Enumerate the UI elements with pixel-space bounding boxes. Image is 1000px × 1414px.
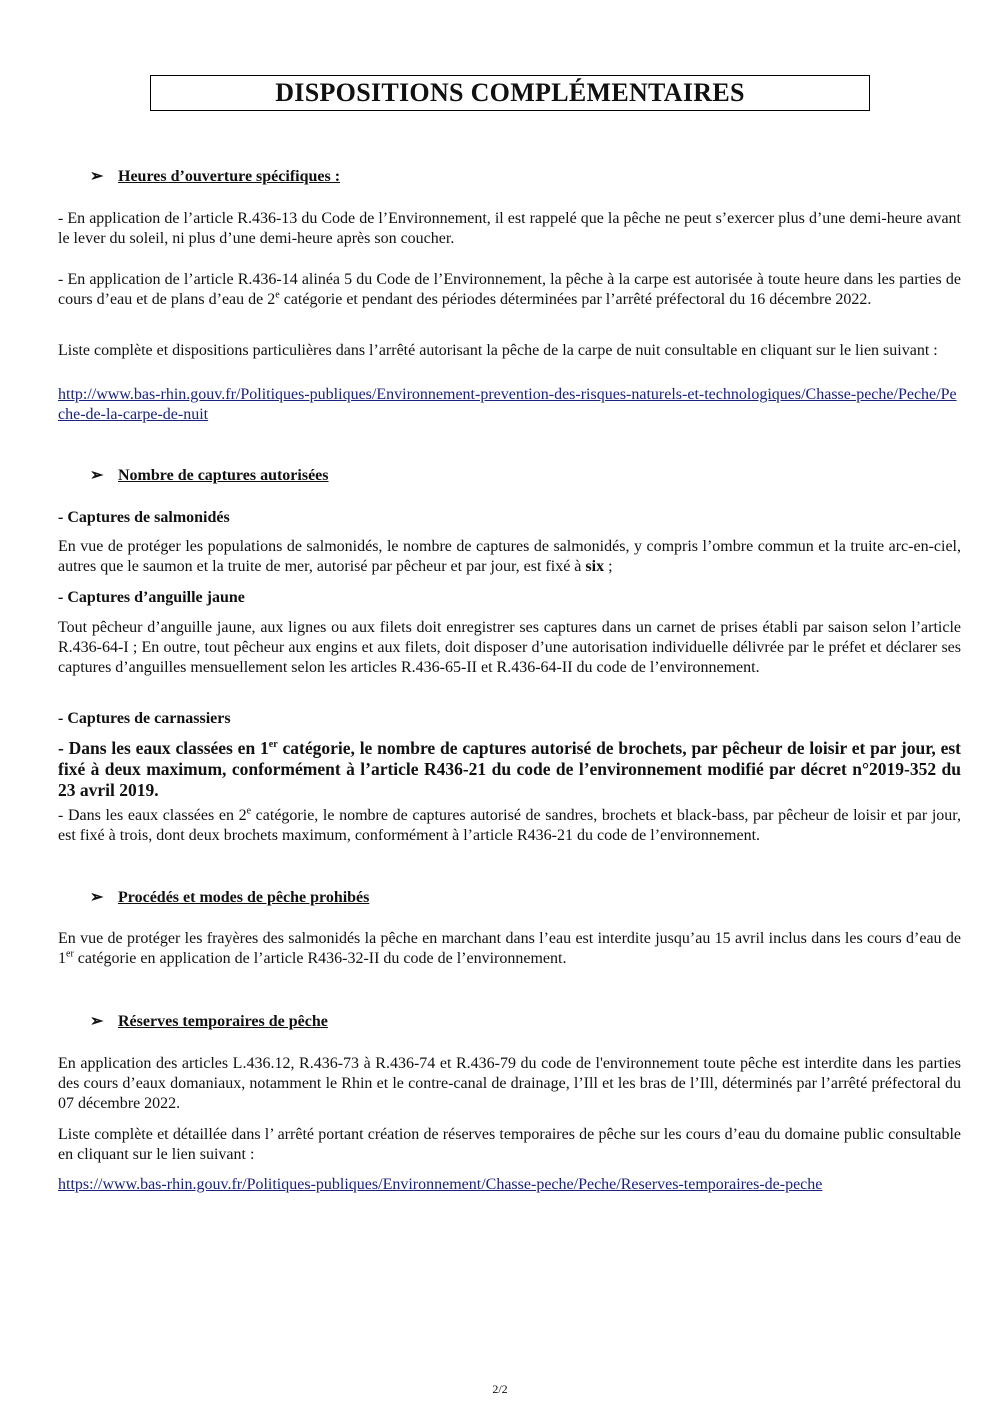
paragraph-procedes: En vue de protéger les frayères des salmonidés la pêche en marchant dans l’eau est interdite jusqu’au 15 avril inclus dans les cours d’eau de 1er catégorie en application de l’article R436-32-II du code de l’environnement.: [58, 930, 961, 967]
section-title: Nombre de captures autorisées: [118, 467, 329, 484]
section-title: Réserves temporaires de pêche: [118, 1013, 328, 1030]
arrow-bullet-icon: ➢: [90, 1013, 104, 1030]
subheading-salmonides: - Captures de salmonidés: [58, 509, 230, 526]
paragraph-reserves-1: En application des articles L.436.12, R.436-73 à R.436-74 et R.436-79 du code de l'environnement toute pêche est interdite dans les parties des cours d’eaux domaniaux, notamment le Rhin et le contre-canal de drainage, l’Ill et les bras de l’Ill, déterminés par l’arrêté préfectoral du 07 décembre 2022.: [58, 1055, 961, 1112]
paragraph-heures-3: Liste complète et dispositions particulières dans l’arrêté autorisant la pêche de la carpe de nuit consultable en cliquant sur le lien suivant :: [58, 342, 938, 359]
section-title: Heures d’ouverture spécifiques :: [118, 168, 341, 185]
paragraph-carnassiers-2: - Dans les eaux classées en 2e catégorie, le nombre de captures autorisé de sandres, brochets et black-bass, par pêcheur de loisir et par jour, est fixé à trois, dont deux brochets maximum, conformément à l’article R436-21 du code de l’environnement.: [58, 805, 961, 844]
carpe-nuit-link[interactable]: http://www.bas-rhin.gouv.fr/Politiques-publiques/Environnement-prevention-des-risques-naturels-et-technologiques/Chasse-peche/Peche/Peche-de-la-carpe-de-nuit: [58, 386, 957, 423]
paragraph-salmonides: En vue de protéger les populations de salmonidés, le nombre de captures de salmonidés, y compris l’ombre commun et la truite arc-en-ciel, autres que le saumon et la truite de mer, autorisé par pêcheur et par jour, est fixé à six ;: [58, 538, 961, 575]
subheading-carnassiers: - Captures de carnassiers: [58, 710, 231, 727]
paragraph-heures-1: - En application de l’article R.436-13 du Code de l’Environnement, il est rappelé que la pêche ne peut s’exercer plus d’une demi-heure avant le lever du soleil, ni plus d’une demi-heure après son coucher.: [58, 210, 961, 247]
section-heading-procedes: [90, 888, 369, 908]
arrow-bullet-icon: ➢: [90, 168, 104, 185]
section-heading-heures: [90, 167, 340, 187]
paragraph-heures-2: - En application de l’article R.436-14 alinéa 5 du Code de l’Environnement, la pêche à la carpe est autorisée à toute heure dans les parties de cours d’eau et de plans d’eau de 2e catégorie et pendant des périodes déterminées par l’arrêté préfectoral du 16 décembre 2022.: [58, 271, 961, 308]
paragraph-anguille: Tout pêcheur d’anguille jaune, aux lignes ou aux filets doit enregistrer ses captures dans un carnet de prises établi par saison selon l’article R.436-64-I ; En outre, tout pêcheur aux engins et aux filets, doit disposer d’une autorisation individuelle délivrée par le préfet et déclarer ses captures d’anguilles mensuellement selon les articles R.436-65-II et R.436-64-II du code de l’environnement.: [58, 619, 961, 676]
subheading-anguille: - Captures d’anguille jaune: [58, 589, 245, 606]
arrow-bullet-icon: ➢: [90, 889, 104, 906]
paragraph-reserves-2: Liste complète et détaillée dans l’ arrêté portant création de réserves temporaires de pêche sur les cours d’eau du domaine public consultable en cliquant sur le lien suivant :: [58, 1126, 961, 1163]
paragraph-carnassiers-1: - Dans les eaux classées en 1er catégorie, le nombre de captures autorisé de brochets, par pêcheur de loisir et par jour, est fixé à deux maximum, conformément à l’article R436-21 du code de l’environnement modifié par décret n°2019-352 du 23 avril 2019.: [58, 738, 962, 800]
reserves-temporaires-link[interactable]: https://www.bas-rhin.gouv.fr/Politiques-publiques/Environnement/Chasse-peche/Peche/Reserves-temporaires-de-peche: [58, 1176, 823, 1193]
section-heading-captures: [90, 466, 329, 486]
arrow-bullet-icon: ➢: [90, 467, 104, 484]
section-title: Procédés et modes de pêche prohibés: [118, 889, 370, 906]
page-title: DISPOSITIONS COMPLÉMENTAIRES: [150, 75, 870, 111]
page-number: 2/2: [492, 1382, 508, 1396]
section-heading-reserves: [90, 1012, 328, 1032]
